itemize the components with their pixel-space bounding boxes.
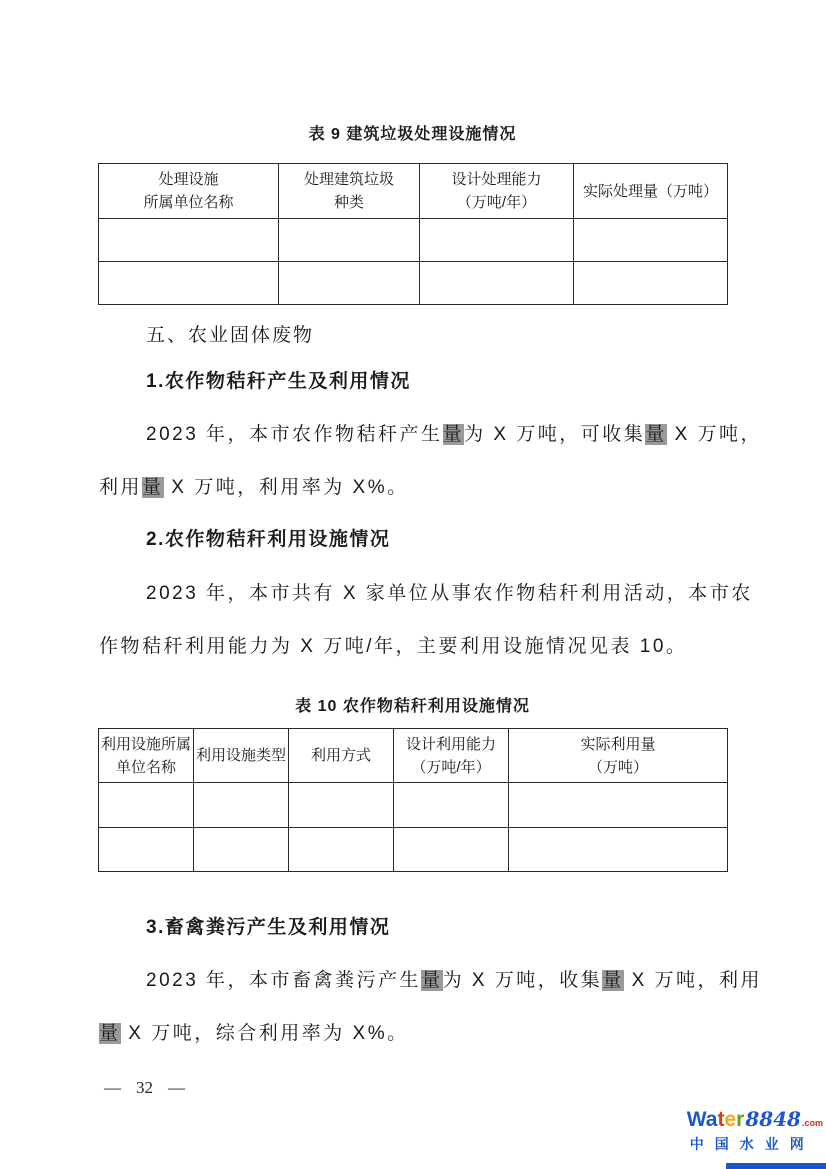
table9-header-cell: [574, 164, 728, 219]
table9: [98, 163, 728, 305]
header-line: 处理设施: [158, 171, 219, 188]
table10-header-cell: [394, 729, 509, 783]
table9-header-cell: [99, 164, 279, 219]
subsection2-heading: 2.农作物秸秆利用设施情况: [146, 529, 391, 550]
table-cell: [289, 828, 394, 872]
table10-header-cell: [509, 729, 728, 783]
logo-subtitle: 中国水业网: [689, 1136, 815, 1152]
header-line: 实际利用量: [580, 735, 656, 753]
paragraph-line: 2023 年，本市农作物秸秆产生量为 X 万吨，可收集量 X 万吨，: [146, 424, 763, 445]
table-cell: [420, 219, 574, 262]
table9-caption: 表 9 建筑垃圾处理设施情况: [308, 126, 517, 143]
header-line: 处理建筑垃圾: [303, 171, 394, 188]
table-cell: [194, 783, 289, 828]
header-line: （万吨）: [587, 758, 648, 776]
subsection3-heading: 3.畜禽粪污产生及利用情况: [146, 917, 391, 938]
table9-row: [99, 219, 728, 262]
paragraph-line: 2023 年，本市共有 X 家单位从事农作物秸秆利用活动，本市农: [146, 583, 753, 604]
table10-row: [99, 828, 728, 872]
paragraph-line: 作物秸秆利用能力为 X 万吨/年，主要利用设施情况见表 10。: [99, 636, 688, 657]
logo-underline-bar: [726, 1163, 826, 1169]
table10-header-row: [99, 729, 728, 783]
paragraph-line: 利用量 X 万吨，利用率为 X%。: [99, 477, 409, 498]
table10-row: [99, 783, 728, 828]
table-cell: [99, 828, 194, 872]
table-cell: [194, 828, 289, 872]
logo-number: 8848: [745, 1107, 801, 1131]
water8848-logo[interactable]: [687, 1107, 823, 1154]
paragraph-line: 量 X 万吨，综合利用率为 X%。: [99, 1023, 409, 1044]
table-cell: [509, 828, 728, 872]
header-line: 所属单位名称: [143, 194, 234, 211]
table9-header-cell: [279, 164, 420, 219]
footer-dash: —: [168, 1078, 185, 1097]
table-cell: [394, 783, 509, 828]
table9-header-row: [99, 164, 728, 219]
table-cell: [420, 262, 574, 305]
table10-header-cell: [99, 729, 194, 783]
table-cell: [279, 219, 420, 262]
table-cell: [279, 262, 420, 305]
footer-dash: —: [104, 1078, 121, 1097]
header-line: （万吨/年）: [411, 758, 491, 776]
logo-word: Water: [686, 1108, 745, 1131]
header-line: 设计处理能力: [451, 171, 542, 188]
header-line: 利用设施所属: [100, 735, 191, 753]
table-cell: [99, 219, 279, 262]
paragraph-line: 2023 年，本市畜禽粪污产生量为 X 万吨，收集量 X 万吨，利用: [146, 970, 763, 991]
table-cell: [289, 783, 394, 828]
table-cell: [99, 783, 194, 828]
table9-row: [99, 262, 728, 305]
table-cell: [574, 262, 728, 305]
table10-header-cell: [289, 729, 394, 783]
subsection1-heading: 1.农作物秸秆产生及利用情况: [146, 371, 411, 392]
table-cell: [99, 262, 279, 305]
footer-page-number: 32: [136, 1078, 153, 1097]
logo-tld: .com: [801, 1118, 823, 1128]
logo-wordmark: [687, 1107, 823, 1132]
header-line: 利用方式: [310, 747, 371, 764]
header-line: 种类: [333, 194, 364, 211]
header-line: 单位名称: [115, 758, 176, 776]
table10-caption: 表 10 农作物秸秆利用设施情况: [295, 698, 530, 715]
header-line: （万吨/年）: [456, 194, 537, 211]
header-line: 设计利用能力: [405, 735, 496, 753]
table9-header-cell: [420, 164, 574, 219]
table-cell: [509, 783, 728, 828]
table-cell: [574, 219, 728, 262]
table-cell: [394, 828, 509, 872]
table10-header-cell: [194, 729, 289, 783]
header-line: 利用设施类型: [195, 747, 286, 764]
section-heading: 五、农业固体废物: [146, 325, 315, 346]
table10: [98, 728, 728, 872]
page-number: [104, 1078, 185, 1098]
header-line: 实际处理量（万吨）: [582, 182, 718, 200]
